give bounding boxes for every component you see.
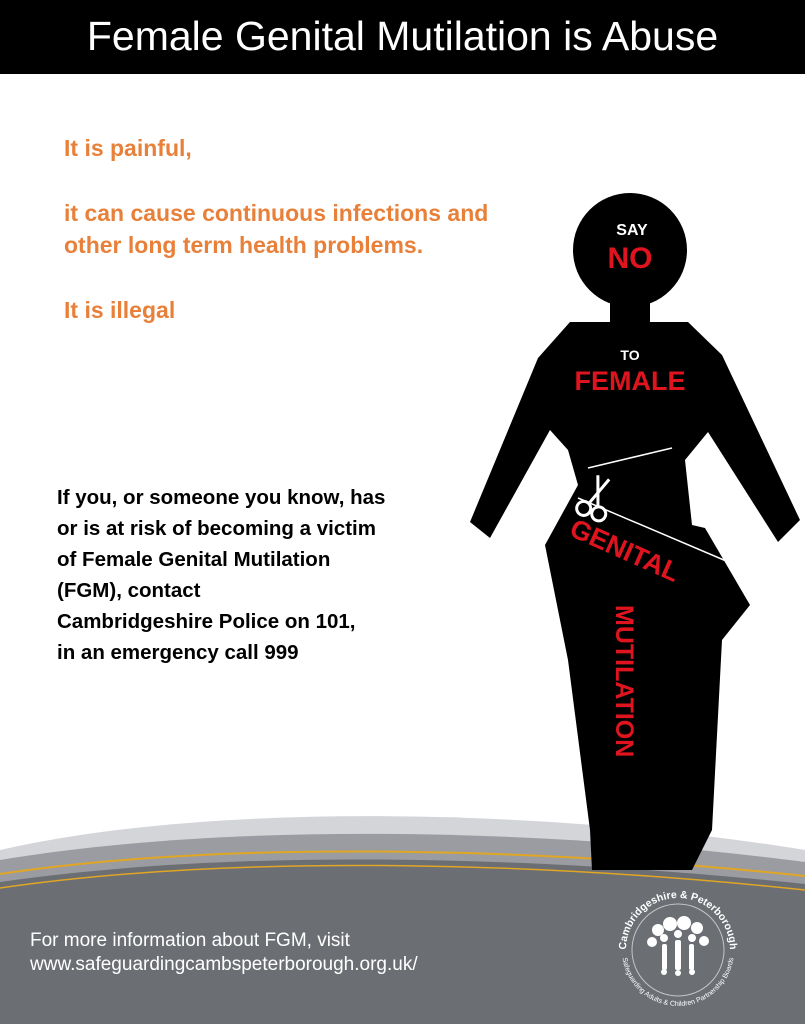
contact-line: of Female Genital Mutilation [57,548,331,571]
tree-people-icon [647,916,709,976]
intro-infections-line2: other long term health problems. [64,232,424,258]
figure-body [470,322,800,870]
figure-say: SAY [616,222,648,239]
title-banner [0,0,805,74]
safeguarding-logo [608,878,748,1018]
figure-female: FEMALE [574,366,686,396]
logo-bottom-text: Safeguarding Adults & Children Partnership Boards [620,957,736,1009]
figure-mutilation: MUTILATION [610,605,638,758]
contact-line: or is at risk of becoming a victim [57,517,376,540]
footer-info [30,929,418,977]
intro-painful: It is painful, [64,135,192,161]
figure-to: TO [620,347,640,363]
figure-genital: GENITAL [565,513,685,588]
contact-line: in an emergency call 999 [57,641,299,664]
logo-top-text: Cambridgeshire & Peterborough [616,888,740,950]
contact-line: Cambridgeshire Police on 101, [57,610,356,633]
footer-info-text: For more information about FGM, visit [30,930,350,951]
contact-line: (FGM), contact [57,579,201,602]
contact-message [57,482,385,668]
intro-illegal: It is illegal [64,297,176,323]
contact-line: If you, or someone you know, has [57,486,386,509]
figure-no: NO [607,242,653,275]
page-title: Female Genital Mutilation is Abuse [86,13,719,59]
intro-infections-line1: it can cause continuous infections and [64,200,489,226]
female-silhouette [460,180,805,870]
footer-url[interactable]: www.safeguardingcambspeterborough.org.uk/ [30,954,418,975]
